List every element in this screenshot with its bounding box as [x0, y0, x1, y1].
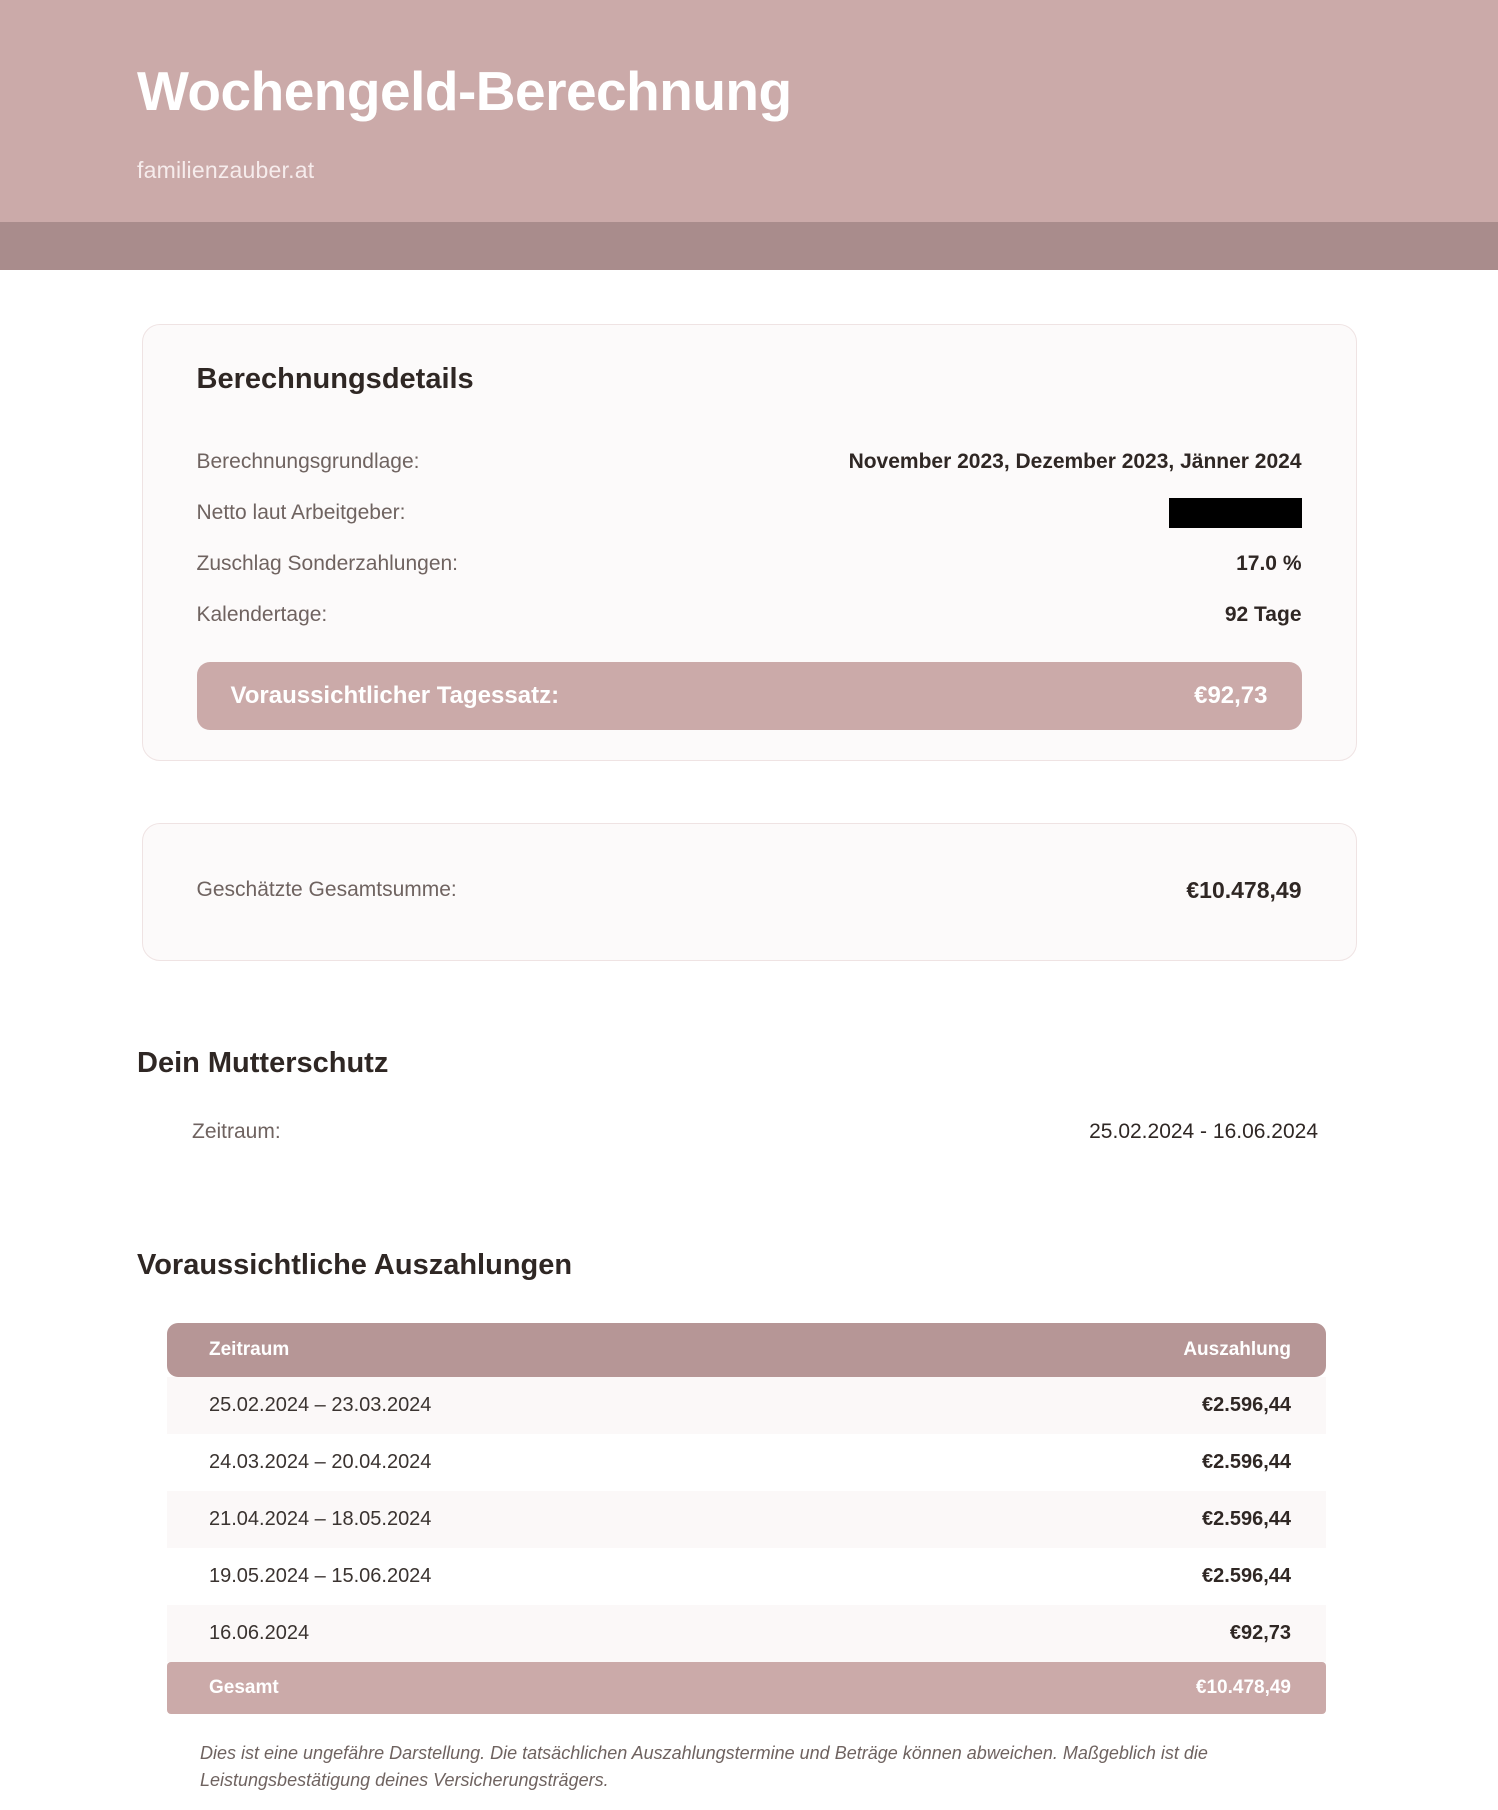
estimated-total-label: Geschätzte Gesamtsumme:	[196, 878, 457, 902]
payout-amount: €2.596,44	[747, 1548, 1327, 1605]
payouts-table-head	[167, 1323, 1326, 1377]
detail-label-kalendertage: Kalendertage:	[196, 602, 328, 626]
payout-period: 25.02.2024 – 23.03.2024	[167, 1377, 747, 1434]
payouts-footnote: Dies ist eine ungefähre Darstellung. Die tatsächlichen Auszahlungstermine und Beträge können abweichen. Maßgeblich ist die Leistungsbestätigung deines Versicherungsträgers.	[200, 1743, 1208, 1791]
mutterschutz-row	[192, 1120, 1318, 1144]
payout-amount: €92,73	[747, 1605, 1327, 1662]
detail-value-zuschlag: 17.0 %	[1236, 551, 1302, 575]
estimated-total-value: €10.478,49	[1186, 876, 1302, 903]
table-row	[167, 1491, 1326, 1548]
payout-period: 21.04.2024 – 18.05.2024	[167, 1491, 747, 1548]
table-row	[167, 1548, 1326, 1605]
mutterschutz-heading: Dein Mutterschutz	[137, 1047, 389, 1080]
payout-amount: €2.596,44	[747, 1491, 1327, 1548]
detail-value-basis: November 2023, Dezember 2023, Jänner 2024	[848, 449, 1302, 473]
payouts-header-row	[167, 1323, 1326, 1377]
payouts-total-amount: €10.478,49	[747, 1662, 1327, 1714]
payouts-total-label: Gesamt	[167, 1662, 747, 1714]
detail-label-basis: Berechnungsgrundlage:	[196, 449, 420, 473]
detail-value-netto	[1169, 498, 1302, 528]
estimated-total-card	[142, 823, 1357, 961]
header-accent-bar	[0, 222, 1498, 270]
table-row	[167, 1377, 1326, 1434]
detail-row-zuschlag	[197, 538, 1302, 589]
redaction-bar	[1169, 498, 1302, 528]
payouts-total-row	[167, 1662, 1326, 1714]
detail-value-kalendertage: 92 Tage	[1224, 602, 1302, 626]
detail-row-netto	[197, 487, 1302, 538]
site-domain: familienzauber.at	[137, 157, 315, 184]
payout-period: 19.05.2024 – 15.06.2024	[167, 1548, 747, 1605]
mutterschutz-value: 25.02.2024 - 16.06.2024	[1089, 1120, 1318, 1144]
detail-row-kalendertage	[197, 589, 1302, 640]
detail-label-zuschlag: Zuschlag Sonderzahlungen:	[196, 551, 459, 575]
mutterschutz-label: Zeitraum:	[192, 1120, 281, 1144]
main-content	[0, 324, 1498, 1794]
payout-amount: €2.596,44	[747, 1434, 1327, 1491]
table-row	[167, 1434, 1326, 1491]
detail-label-netto: Netto laut Arbeitgeber:	[196, 500, 406, 524]
payouts-table-body	[167, 1377, 1326, 1714]
daily-rate-value: €92,73	[1194, 682, 1268, 710]
payout-amount: €2.596,44	[747, 1377, 1327, 1434]
payouts-heading: Voraussichtliche Auszahlungen	[137, 1249, 573, 1282]
detail-row-basis	[197, 436, 1302, 487]
payout-period: 16.06.2024	[167, 1605, 747, 1662]
page-title: Wochengeld-Berechnung	[137, 60, 792, 122]
payouts-col-amount: Auszahlung	[747, 1323, 1327, 1377]
page-header	[0, 0, 1498, 222]
daily-rate-label: Voraussichtlicher Tagessatz:	[230, 682, 560, 710]
table-row	[167, 1605, 1326, 1662]
payouts-table	[167, 1323, 1326, 1714]
calculation-details-card	[142, 324, 1357, 761]
payout-period: 24.03.2024 – 20.04.2024	[167, 1434, 747, 1491]
daily-rate-highlight	[197, 662, 1302, 730]
payouts-col-period: Zeitraum	[167, 1323, 747, 1377]
calculation-details-title: Berechnungsdetails	[196, 363, 474, 396]
